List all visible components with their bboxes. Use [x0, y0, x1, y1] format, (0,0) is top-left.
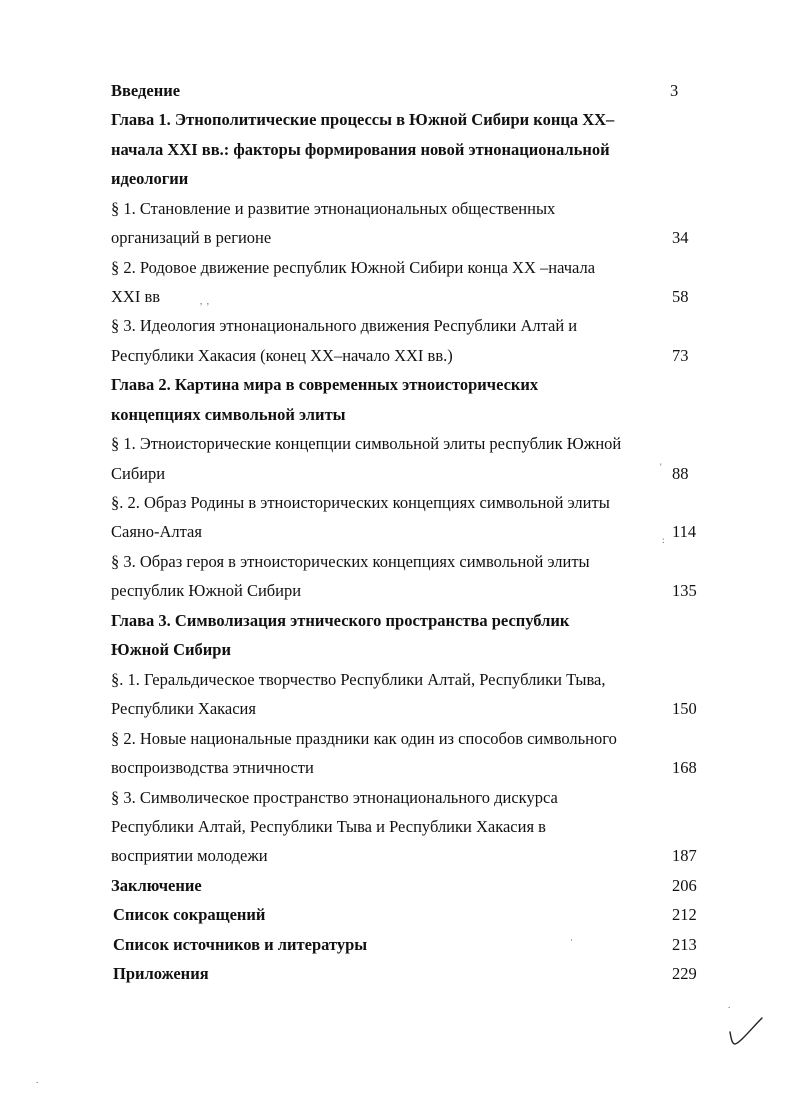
toc-entry: §. 2. Образ Родины в этноисторических концепциях символьной элиты: [111, 493, 610, 512]
toc-page-number: 135: [672, 581, 697, 600]
toc-entry: Глава 3. Символизация этнического пространства республик: [111, 611, 570, 630]
scan-speck: :: [662, 535, 665, 545]
toc-entry: § 2. Родовое движение республик Южной Сибири конца XX –начала: [111, 258, 596, 277]
toc-page-number: 213: [672, 935, 697, 954]
scan-speck: .: [728, 1000, 731, 1010]
toc-entry: Саяно-Алтая: [111, 522, 202, 541]
toc-page-number: 88: [672, 464, 689, 483]
scan-speck: .: [36, 1075, 39, 1085]
toc-entry: Республики Хакасия (конец XX–начало XXI вв.): [111, 346, 453, 365]
scan-speck: ': [660, 462, 662, 472]
toc-entry: XXI вв: [111, 287, 161, 306]
toc-page-number: 34: [672, 228, 689, 247]
toc-page-number: 73: [672, 346, 689, 365]
toc-entry: организаций в регионе: [111, 228, 272, 247]
toc-entry: Глава 2. Картина мира в современных этноисторических: [111, 375, 539, 394]
toc-entry: Список источников и литературы: [113, 935, 368, 954]
toc-page-number: 206: [672, 876, 697, 895]
toc-page-number: 150: [672, 699, 697, 718]
toc-page-number: 229: [672, 964, 697, 983]
toc-entry: § 3. Символическое пространство этнонационального дискурса: [111, 788, 558, 807]
toc-page-number: 3: [670, 81, 679, 100]
toc-entry: Список сокращений: [113, 905, 266, 924]
toc-entry: § 3. Образ героя в этноисторических концепциях символьной элиты: [111, 552, 590, 571]
toc-entry: республик Южной Сибири: [111, 581, 302, 600]
toc-entry: §. 1. Геральдическое творчество Республики Алтай, Республики Тыва,: [111, 670, 606, 689]
toc-entry: восприятии молодежи: [111, 846, 268, 865]
toc-entry: начала XXI вв.: факторы формирования новой этнонациональной: [111, 140, 610, 159]
scan-speck: , ,: [200, 296, 209, 306]
toc-entry: Введение: [111, 81, 181, 100]
toc-entry: § 1. Этноисторические концепции символьной элиты республик Южной: [111, 434, 622, 453]
toc-entry: Глава 1. Этнополитические процессы в Южной Сибири конца XX–: [111, 110, 615, 129]
toc-entry: Приложения: [113, 964, 209, 983]
toc-entry: Республики Хакасия: [111, 699, 256, 718]
toc-entry: Республики Алтай, Республики Тыва и Республики Хакасия в: [111, 817, 546, 836]
toc-entry: § 1. Становление и развитие этнонациональных общественных: [111, 199, 556, 218]
toc-entry: Сибири: [111, 464, 166, 483]
toc-page-number: 187: [672, 846, 697, 865]
toc-page-number: 212: [672, 905, 697, 924]
toc-page-number: 58: [672, 287, 689, 306]
toc-page-number: 114: [672, 522, 697, 541]
handwritten-check-mark-icon: [726, 1014, 766, 1048]
scan-speck: ·: [570, 935, 573, 945]
toc-entry: § 2. Новые национальные праздники как один из способов символьного: [111, 729, 617, 748]
toc-entry: Южной Сибири: [111, 640, 231, 659]
toc-page-number: 168: [672, 758, 697, 777]
toc-entry: идеологии: [111, 169, 189, 188]
toc-entry: Заключение: [111, 876, 202, 895]
toc-entry: концепциях символьной элиты: [111, 405, 346, 424]
toc-entry: воспроизводства этничности: [111, 758, 314, 777]
toc-entry: § 3. Идеология этнонационального движения Республики Алтай и: [111, 316, 578, 335]
